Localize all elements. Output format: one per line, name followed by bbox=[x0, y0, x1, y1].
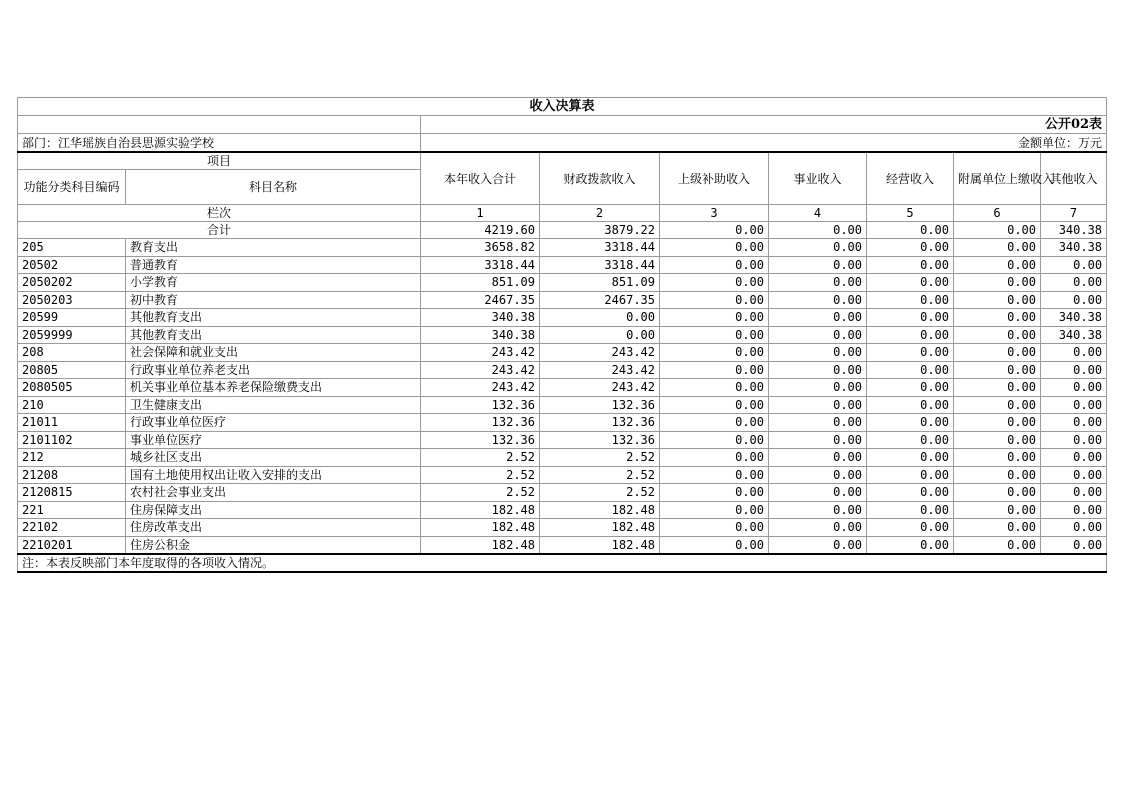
row-value-cell: 182.48 bbox=[421, 519, 540, 537]
table-row bbox=[18, 256, 1107, 274]
row-value-cell: 851.09 bbox=[540, 274, 660, 292]
row-value-cell: 0.00 bbox=[1041, 519, 1107, 537]
row-value-cell: 243.42 bbox=[421, 361, 540, 379]
column-index-label: 栏次 bbox=[18, 205, 421, 222]
row-value-cell: 0.00 bbox=[954, 256, 1041, 274]
header-subject-name: 科目名称 bbox=[126, 170, 421, 205]
table-row bbox=[18, 274, 1107, 292]
row-value-cell: 0.00 bbox=[769, 484, 867, 502]
row-value-cell: 243.42 bbox=[540, 379, 660, 397]
table-row bbox=[18, 396, 1107, 414]
row-value-cell: 0.00 bbox=[769, 501, 867, 519]
row-value-cell: 0.00 bbox=[867, 326, 954, 344]
row-value-cell: 0.00 bbox=[660, 484, 769, 502]
row-value-cell: 0.00 bbox=[660, 379, 769, 397]
row-value-cell: 132.36 bbox=[421, 431, 540, 449]
column-index-cell: 1 bbox=[421, 205, 540, 222]
row-value-cell: 0.00 bbox=[954, 519, 1041, 537]
row-value-cell: 0.00 bbox=[769, 361, 867, 379]
row-name-cell: 机关事业单位基本养老保险缴费支出 bbox=[126, 379, 421, 397]
row-name-cell: 农村社会事业支出 bbox=[126, 484, 421, 502]
row-value-cell: 0.00 bbox=[1041, 256, 1107, 274]
income-final-account-table bbox=[17, 97, 1107, 573]
column-index-cell: 6 bbox=[954, 205, 1041, 222]
row-value-cell: 2.52 bbox=[421, 484, 540, 502]
table-row bbox=[18, 379, 1107, 397]
row-code-cell: 2080505 bbox=[18, 379, 126, 397]
row-value-cell: 0.00 bbox=[660, 291, 769, 309]
row-value-cell: 0.00 bbox=[1041, 361, 1107, 379]
row-name-cell: 国有土地使用权出让收入安排的支出 bbox=[126, 466, 421, 484]
row-value-cell: 0.00 bbox=[1041, 291, 1107, 309]
table-row bbox=[18, 484, 1107, 502]
row-code-cell: 2050203 bbox=[18, 291, 126, 309]
amount-unit-label: 金额单位：万元 bbox=[421, 134, 1107, 153]
table-row bbox=[18, 239, 1107, 257]
row-value-cell: 0.00 bbox=[867, 256, 954, 274]
row-value-cell: 0.00 bbox=[1041, 501, 1107, 519]
row-value-cell: 0.00 bbox=[867, 484, 954, 502]
row-value-cell: 3318.44 bbox=[421, 256, 540, 274]
row-value-cell: 2467.35 bbox=[540, 291, 660, 309]
row-name-cell: 其他教育支出 bbox=[126, 326, 421, 344]
row-value-cell: 0.00 bbox=[769, 466, 867, 484]
row-value-cell: 132.36 bbox=[540, 396, 660, 414]
total-value-cell: 0.00 bbox=[660, 222, 769, 239]
row-value-cell: 3318.44 bbox=[540, 256, 660, 274]
row-value-cell: 0.00 bbox=[954, 484, 1041, 502]
table-row bbox=[18, 291, 1107, 309]
row-value-cell: 0.00 bbox=[660, 519, 769, 537]
row-value-cell: 2467.35 bbox=[421, 291, 540, 309]
total-value-cell: 0.00 bbox=[954, 222, 1041, 239]
total-value-cell: 340.38 bbox=[1041, 222, 1107, 239]
row-value-cell: 0.00 bbox=[769, 519, 867, 537]
row-value-cell: 0.00 bbox=[1041, 344, 1107, 362]
row-value-cell: 0.00 bbox=[660, 361, 769, 379]
row-value-cell: 0.00 bbox=[867, 414, 954, 432]
row-value-cell: 0.00 bbox=[769, 309, 867, 327]
row-value-cell: 0.00 bbox=[954, 326, 1041, 344]
row-value-cell: 0.00 bbox=[769, 536, 867, 554]
header-total-income: 本年收入合计 bbox=[421, 152, 540, 205]
row-value-cell: 0.00 bbox=[769, 326, 867, 344]
row-value-cell: 243.42 bbox=[421, 344, 540, 362]
row-value-cell: 0.00 bbox=[954, 501, 1041, 519]
total-value-cell: 0.00 bbox=[769, 222, 867, 239]
row-value-cell: 0.00 bbox=[867, 536, 954, 554]
row-value-cell: 182.48 bbox=[540, 519, 660, 537]
row-value-cell: 0.00 bbox=[867, 501, 954, 519]
row-code-cell: 2101102 bbox=[18, 431, 126, 449]
row-value-cell: 0.00 bbox=[954, 344, 1041, 362]
row-value-cell: 0.00 bbox=[660, 431, 769, 449]
row-value-cell: 0.00 bbox=[660, 326, 769, 344]
total-label: 合计 bbox=[18, 222, 421, 239]
table-row bbox=[18, 431, 1107, 449]
row-value-cell: 0.00 bbox=[660, 536, 769, 554]
row-code-cell: 22102 bbox=[18, 519, 126, 537]
row-value-cell: 0.00 bbox=[954, 396, 1041, 414]
row-value-cell: 0.00 bbox=[660, 309, 769, 327]
row-value-cell: 0.00 bbox=[1041, 449, 1107, 467]
row-code-cell: 210 bbox=[18, 396, 126, 414]
row-value-cell: 2.52 bbox=[540, 466, 660, 484]
row-value-cell: 0.00 bbox=[1041, 536, 1107, 554]
row-value-cell: 0.00 bbox=[660, 414, 769, 432]
row-value-cell: 0.00 bbox=[1041, 484, 1107, 502]
row-value-cell: 0.00 bbox=[954, 239, 1041, 257]
row-value-cell: 0.00 bbox=[954, 361, 1041, 379]
row-value-cell: 0.00 bbox=[769, 431, 867, 449]
row-value-cell: 182.48 bbox=[421, 536, 540, 554]
row-value-cell: 243.42 bbox=[421, 379, 540, 397]
row-value-cell: 0.00 bbox=[769, 291, 867, 309]
row-value-cell: 132.36 bbox=[540, 431, 660, 449]
row-value-cell: 132.36 bbox=[421, 396, 540, 414]
row-value-cell: 0.00 bbox=[769, 379, 867, 397]
row-value-cell: 0.00 bbox=[867, 519, 954, 537]
row-value-cell: 182.48 bbox=[540, 536, 660, 554]
header-function-code: 功能分类科目编码 bbox=[18, 170, 126, 205]
row-value-cell: 0.00 bbox=[867, 466, 954, 484]
row-value-cell: 0.00 bbox=[660, 239, 769, 257]
row-name-cell: 教育支出 bbox=[126, 239, 421, 257]
row-value-cell: 0.00 bbox=[1041, 414, 1107, 432]
row-code-cell: 21011 bbox=[18, 414, 126, 432]
row-value-cell: 0.00 bbox=[769, 449, 867, 467]
row-code-cell: 21208 bbox=[18, 466, 126, 484]
table-row bbox=[18, 361, 1107, 379]
table-note: 注：本表反映部门本年度取得的各项收入情况。 bbox=[18, 554, 1107, 572]
row-name-cell: 卫生健康支出 bbox=[126, 396, 421, 414]
row-value-cell: 3658.82 bbox=[421, 239, 540, 257]
column-index-cell: 7 bbox=[1041, 205, 1107, 222]
row-value-cell: 0.00 bbox=[540, 309, 660, 327]
header-fiscal-appropriation: 财政拨款收入 bbox=[540, 152, 660, 205]
column-index-cell: 2 bbox=[540, 205, 660, 222]
row-name-cell: 城乡社区支出 bbox=[126, 449, 421, 467]
table-row bbox=[18, 309, 1107, 327]
row-name-cell: 行政事业单位养老支出 bbox=[126, 361, 421, 379]
row-value-cell: 243.42 bbox=[540, 344, 660, 362]
row-value-cell: 340.38 bbox=[1041, 326, 1107, 344]
row-value-cell: 340.38 bbox=[1041, 309, 1107, 327]
row-code-cell: 221 bbox=[18, 501, 126, 519]
row-value-cell: 0.00 bbox=[1041, 379, 1107, 397]
row-value-cell: 0.00 bbox=[1041, 466, 1107, 484]
row-value-cell: 0.00 bbox=[867, 274, 954, 292]
row-value-cell: 340.38 bbox=[1041, 239, 1107, 257]
row-value-cell: 0.00 bbox=[954, 449, 1041, 467]
row-value-cell: 0.00 bbox=[954, 431, 1041, 449]
row-code-cell: 212 bbox=[18, 449, 126, 467]
row-value-cell: 0.00 bbox=[954, 309, 1041, 327]
row-value-cell: 0.00 bbox=[769, 396, 867, 414]
row-value-cell: 340.38 bbox=[421, 326, 540, 344]
row-value-cell: 0.00 bbox=[660, 501, 769, 519]
column-index-cell: 4 bbox=[769, 205, 867, 222]
row-value-cell: 0.00 bbox=[954, 274, 1041, 292]
header-subordinate-remittance: 附属单位上缴收入 bbox=[954, 152, 1041, 205]
row-value-cell: 0.00 bbox=[954, 466, 1041, 484]
total-value-cell: 3879.22 bbox=[540, 222, 660, 239]
row-value-cell: 3318.44 bbox=[540, 239, 660, 257]
row-value-cell: 132.36 bbox=[540, 414, 660, 432]
total-value-cell: 4219.60 bbox=[421, 222, 540, 239]
row-name-cell: 住房保障支出 bbox=[126, 501, 421, 519]
table-row bbox=[18, 536, 1107, 554]
table-row bbox=[18, 519, 1107, 537]
row-value-cell: 0.00 bbox=[660, 344, 769, 362]
row-code-cell: 20805 bbox=[18, 361, 126, 379]
row-name-cell: 住房改革支出 bbox=[126, 519, 421, 537]
header-other-income: 其他收入 bbox=[1041, 152, 1107, 205]
row-code-cell: 2120815 bbox=[18, 484, 126, 502]
row-value-cell: 0.00 bbox=[867, 431, 954, 449]
table-title: 收入决算表 bbox=[18, 98, 1107, 116]
row-value-cell: 0.00 bbox=[769, 344, 867, 362]
row-value-cell: 243.42 bbox=[540, 361, 660, 379]
row-value-cell: 0.00 bbox=[867, 449, 954, 467]
header-item-group: 项目 bbox=[18, 152, 421, 170]
row-value-cell: 0.00 bbox=[769, 256, 867, 274]
form-number: 公开02表 bbox=[421, 116, 1107, 134]
row-name-cell: 普通教育 bbox=[126, 256, 421, 274]
table-row bbox=[18, 414, 1107, 432]
row-value-cell: 2.52 bbox=[540, 484, 660, 502]
row-code-cell: 20502 bbox=[18, 256, 126, 274]
row-value-cell: 0.00 bbox=[660, 449, 769, 467]
table-row bbox=[18, 466, 1107, 484]
row-code-cell: 2210201 bbox=[18, 536, 126, 554]
row-name-cell: 初中教育 bbox=[126, 291, 421, 309]
column-index-cell: 3 bbox=[660, 205, 769, 222]
row-value-cell: 182.48 bbox=[421, 501, 540, 519]
header-business-income: 事业收入 bbox=[769, 152, 867, 205]
row-value-cell: 851.09 bbox=[421, 274, 540, 292]
row-name-cell: 住房公积金 bbox=[126, 536, 421, 554]
row-value-cell: 0.00 bbox=[867, 344, 954, 362]
row-name-cell: 小学教育 bbox=[126, 274, 421, 292]
row-value-cell: 0.00 bbox=[660, 274, 769, 292]
row-value-cell: 0.00 bbox=[867, 379, 954, 397]
row-value-cell: 0.00 bbox=[954, 379, 1041, 397]
row-value-cell: 132.36 bbox=[421, 414, 540, 432]
row-value-cell: 0.00 bbox=[1041, 274, 1107, 292]
row-value-cell: 0.00 bbox=[867, 291, 954, 309]
row-code-cell: 20599 bbox=[18, 309, 126, 327]
row-value-cell: 0.00 bbox=[954, 536, 1041, 554]
row-value-cell: 0.00 bbox=[660, 466, 769, 484]
row-code-cell: 205 bbox=[18, 239, 126, 257]
row-value-cell: 0.00 bbox=[867, 309, 954, 327]
row-value-cell: 0.00 bbox=[867, 239, 954, 257]
row-value-cell: 182.48 bbox=[540, 501, 660, 519]
table-row bbox=[18, 501, 1107, 519]
row-value-cell: 0.00 bbox=[660, 396, 769, 414]
row-value-cell: 2.52 bbox=[421, 449, 540, 467]
row-code-cell: 2050202 bbox=[18, 274, 126, 292]
row-name-cell: 社会保障和就业支出 bbox=[126, 344, 421, 362]
row-value-cell: 0.00 bbox=[769, 414, 867, 432]
column-index-cell: 5 bbox=[867, 205, 954, 222]
total-value-cell: 0.00 bbox=[867, 222, 954, 239]
row-code-cell: 208 bbox=[18, 344, 126, 362]
row-name-cell: 事业单位医疗 bbox=[126, 431, 421, 449]
department-label: 部门：江华瑶族自治县思源实验学校 bbox=[18, 134, 421, 153]
row-value-cell: 0.00 bbox=[1041, 431, 1107, 449]
row-value-cell: 2.52 bbox=[421, 466, 540, 484]
row-code-cell: 2059999 bbox=[18, 326, 126, 344]
header-superior-subsidy: 上级补助收入 bbox=[660, 152, 769, 205]
header-operating-income: 经营收入 bbox=[867, 152, 954, 205]
row-value-cell: 0.00 bbox=[867, 396, 954, 414]
table-row bbox=[18, 326, 1107, 344]
row-value-cell: 0.00 bbox=[540, 326, 660, 344]
table-row bbox=[18, 344, 1107, 362]
row-value-cell: 0.00 bbox=[769, 274, 867, 292]
row-value-cell: 0.00 bbox=[954, 291, 1041, 309]
row-value-cell: 0.00 bbox=[867, 361, 954, 379]
row-value-cell: 2.52 bbox=[540, 449, 660, 467]
row-value-cell: 0.00 bbox=[660, 256, 769, 274]
row-value-cell: 0.00 bbox=[769, 239, 867, 257]
row-value-cell: 0.00 bbox=[1041, 396, 1107, 414]
row-value-cell: 340.38 bbox=[421, 309, 540, 327]
row-name-cell: 行政事业单位医疗 bbox=[126, 414, 421, 432]
row-name-cell: 其他教育支出 bbox=[126, 309, 421, 327]
table-row bbox=[18, 449, 1107, 467]
row-value-cell: 0.00 bbox=[954, 414, 1041, 432]
